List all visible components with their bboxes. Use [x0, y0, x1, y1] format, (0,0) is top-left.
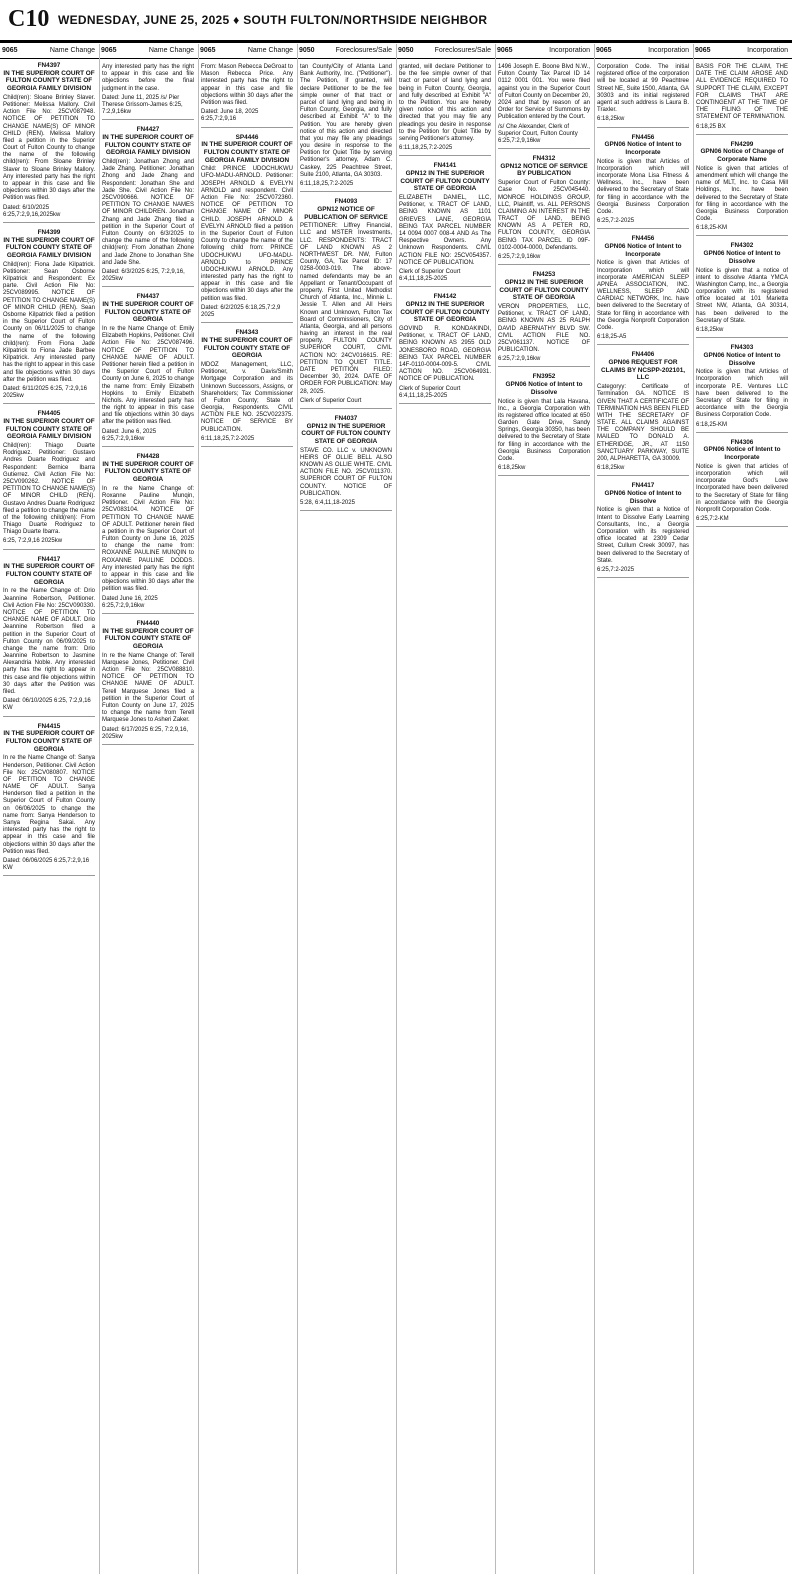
notice-divider — [399, 286, 491, 287]
legal-notice — [300, 64, 392, 192]
notice-heading: GPN12 IN THE SUPERIOR COURT OF FULTON COUNTY STATE OF GEORGIA — [301, 422, 391, 445]
legal-notice — [3, 62, 95, 223]
notice-body: Categoryy: Certificate of Termination GA. NOTICE IS GIVEN THAT A CERTIFICATE OF TERMINATION HAS BEEN FILED WITH THE SECRETARY OF STATE. ALL CLAIMS AGAINST THE COMPANY SHOULD BE MAILED TO DONALD A. ETHERIDGE, JR., AT 1150 SANCTUARY PARKWAY, SUITE 200, ALPHARETTA, GA 30009. — [597, 384, 689, 462]
legal-notice — [597, 351, 689, 476]
section-name: Incorporation — [747, 47, 788, 54]
notice-heading: IN THE SUPERIOR COURT OF FULTON COUNTY STATE OF GEORGIA FAMILY DIVISION — [102, 134, 194, 157]
notice-divider — [597, 228, 689, 229]
legal-notice — [696, 64, 788, 135]
column-divider — [396, 44, 397, 1574]
notice-divider — [597, 127, 689, 128]
notice-id: FN4253 — [532, 271, 556, 279]
notice-divider — [696, 337, 788, 338]
notice-signature: Dated: June 6, 2025 6:25,7:2,9,16kw — [102, 428, 157, 442]
notice-signature: 6:25, 7:2,9,16 2025kw — [3, 538, 63, 545]
notice-signature: 5:28, 6:4,11,18-2025 — [300, 500, 355, 506]
notice-divider — [696, 526, 788, 527]
legal-notice — [498, 271, 590, 367]
notice-id: SP4446 — [235, 133, 259, 141]
notice-column — [498, 62, 590, 1574]
section-name: Incorporation — [648, 47, 689, 54]
notice-id: FN4141 — [433, 162, 457, 170]
column-divider — [495, 44, 496, 1574]
legal-notice — [498, 155, 590, 265]
notice-signature: Dated: 06/10/2025 6:25, 7:2,9,16 KW — [3, 698, 91, 712]
notice-heading: IN THE SUPERIOR COURT OF FULTON COUNTY STATE OF GEORGIA — [3, 730, 95, 753]
notice-body: Any interested party has the right to appear in this case and file objections before the final judgment in the case. — [102, 64, 194, 92]
notice-signature: Dated: 06/06/2025 6:25,7:2,9,16 KW — [3, 857, 90, 872]
notice-id: FN4037 — [334, 414, 358, 422]
notice-divider — [201, 446, 293, 447]
legal-notice — [399, 293, 491, 404]
notice-divider — [3, 403, 95, 404]
legal-notice — [3, 723, 95, 877]
notice-signature: Dated: 6/11/2025 6:25, 7:2,9,16 2025kw — [3, 385, 87, 400]
notice-id: FN4397 — [37, 62, 61, 69]
notice-id: FN4343 — [235, 329, 259, 337]
notice-body: Notice is given that Lala Havana, Inc., a Georgia Corporation with its registered office located at 650 Garden Gate Drive, Sandy Springs, Georgia 30350, has been delivered to the Secretary of State for filing in accordance with the Georgia Business Corporation Code. — [498, 398, 590, 462]
notice-divider — [498, 264, 590, 265]
legal-notice — [3, 556, 95, 717]
section-code: 9065 — [200, 47, 216, 54]
notice-divider — [696, 235, 788, 236]
notice-divider — [498, 366, 590, 367]
legal-notice — [102, 126, 194, 287]
notice-signature: 6:18,25kw — [696, 327, 724, 333]
legal-notice — [102, 453, 194, 614]
legal-notice — [399, 64, 491, 156]
section-code: 9065 — [101, 47, 117, 54]
notice-signature: Dated: June 11, 2025 /s/ Pier Therese Grissom-James 6:25, 7:2,9,16kw — [102, 94, 183, 116]
notice-body: 1496 Joseph E. Boone Blvd N.W., Fulton County Tax Parcel ID 14 0112 0001 001. You were filed against you in the Superior Court of Fulton County on December 20, 2024 and that by reason of an Order for Service of Summons by Publication entered by the Court. — [498, 64, 590, 121]
column-divider — [198, 44, 199, 1574]
notice-body: Notice is given that Articles of Incorporation which will incorporate P.E. Ventures LLC have been delivered to the Secretary of State for filing in accordance with the Georgia Business Corporation Code. — [696, 369, 788, 419]
notice-divider — [3, 875, 95, 876]
notice-id: FN4440 — [136, 619, 160, 627]
notice-divider — [3, 716, 95, 717]
column-divider — [693, 44, 694, 1574]
notice-signature: Dated: 6/2/2025 6:18,25,7:2,9 2025 — [201, 304, 281, 318]
notice-signature: Dated: 6/3/2025 6:25, 7:2,9,16, 2025kw — [102, 268, 185, 283]
notice-body: Notice is given that Articles of Incorporation which will incorporate AMERICAN SLEEP APNEA ASSOCIATION, INC. WELLNESS, SLEEP AND CARDIAC NETWORK, Inc. have been delivered to the Secretary of State for filing in accordance with the Georgia Nonprofit Corporation Code. — [597, 260, 689, 331]
notice-column — [201, 62, 293, 1574]
notice-id: FN4456 — [631, 235, 655, 243]
legal-notice — [597, 64, 689, 128]
legal-notice — [3, 229, 95, 404]
notice-id: FN4437 — [136, 293, 160, 301]
notice-body: In re the Name Change of: Sanya Henderson, Petitioner. Civil Action File No: 25CV080807. NOTICE OF PETITION TO CHANGE NAME OF ADULT. Sanya Henderson filed a petition in the Superior Court of Fulton County on 06/06/2025 to change the name from: Sanya Henderson to Sanya Regina Sakai. Any interested party has the right to appear in this case and file objections within 30 days after the Petition was filed. — [3, 755, 95, 855]
legal-notice — [201, 64, 293, 128]
notice-body: Notice is given that a Notice of Intent to Dissolve Early Learning Consultants, Inc., a Georgia Corporation with its registered office located at 2309 Cedar Street, Cullum Creek 30097, has been delivered to the Secretary of State. — [597, 507, 689, 564]
notice-signature: 6:18,25kw — [597, 465, 625, 472]
notice-signature: Dated June 16, 2025 6:25,7:2,9,16kw — [102, 595, 158, 609]
notice-heading: GPN06 Notice of Change of Corporate Name — [700, 148, 784, 164]
notice-body: In re the Name Change of: Roxanne Pauline Munqin, Petitioner. Civil Action File No: 25CV083104. NOTICE OF PETITION TO CHANGE NAME OF ADULT. Petitioner herein filed a petition in the Superior Court of Fulton County on June 16, 2025 to change the name from: ROXANNE PAULINE MUNQIN to ROXANNE PAULINE DODDS. Any interested party has the right to appear in this case and file objections within 30 days after the petition was filed. — [102, 485, 194, 593]
notice-id: FN4302 — [730, 242, 754, 250]
notice-signature: 6:25,7:2,9,16kw — [498, 254, 541, 260]
notice-heading: IN THE SUPERIOR COURT OF FULTON COUNTY STATE OF GEORGIA — [102, 627, 194, 650]
legal-notice — [597, 482, 689, 578]
section-code: 9050 — [299, 47, 315, 54]
notice-body: Notice is given that a notice of intent to dissolve Atlanta YMCA Washington Camp, Inc., a Georgia corporation with its registered office located at 101 Marietta Street NW, Atlanta, GA 30314, has been delivered to the Secretary of State. — [696, 267, 788, 324]
notice-body: Child(ren): Jonathan Zhong and Jade Zhang. Petitioner: Jonathan Zhong and Jade Zhang and Respondent: Jonathan She and Jade She. Civil Action File No: 25CV090666. NOTICE OF PETITION TO CHANGE NAMES OF MINOR CHILDREN. Jonathan Zhang and Jade Zhang filed a petition in the Superior Court of Fulton County on 6/3/2025 to change the name of the following child(ren): From Jonathan Zhone and Jade Zhone to Jonathan She and Jade She. — [102, 159, 194, 266]
section-name: Name Change — [247, 47, 293, 54]
notice-heading: GPN06 Notice of Intent to Dissolve — [703, 351, 781, 367]
page-number: C10 — [8, 6, 50, 32]
notice-id: FN4142 — [433, 293, 457, 301]
notice-body: PETITIONER: Liffrey Financial, LLC and MSTER Investments, LLC. RESPONDENTS: TRACT OF LAND KNOWN AS 2 NORTHWEST DR. NW, Fulton County, GA, Tax Parcel ID: 17 0258-0003-019. The above-named defendants may be an Appellant or Tenant/Occupant of property. First United Methodist Church of Atlanta, Inc., Minnie L. Jessie T. Allen and All Heirs Known and Unknown, Fulton Tax Board of Commissioners, City of Atlanta, Georgia, and all persons having an interest in the real property. FULTON COUNTY SUPERIOR COURT, CIVIL ACTION NO: 24CV016615. RE: PETITION TO QUIET TITLE. DATE PETITION FILED: December 30, 2024. DATE OF ORDER FOR PUBLICATION: May 28, 2025. — [300, 223, 392, 395]
notice-signature: 6:11,18,25,7:2-2025 — [201, 435, 255, 442]
notice-signature: 6:18,25kw — [597, 116, 625, 123]
legal-notice — [597, 134, 689, 230]
notice-body: Child: PRINCE UDOCHUKWU UFO-MADU-ARNOLD. Petitioner: JOSEPH ARNOLD & EVELYN ARNOLD and respondent. Civil Action File No: 25CV072360. NOTICE OF PETITION TO CHANGE NAME OF MINOR CHILD. JOSEPH ARNOLD & EVELYN ARNOLD filed a petition in the Superior Court of Fulton County to change the name of the following child from: PRINCE UDOCHUKWU UFO-MADU-ARNOLD to PRINCE UDOCHUKWU ARNOLD. Any interested party has the right to appear in this case and file objections within 30 days after the petition was filed. — [201, 166, 293, 302]
notice-signature: 6:18,25-KM — [696, 225, 728, 232]
notice-divider — [696, 134, 788, 135]
notice-signature: Dated: June 18, 2025 6:25,7:2,9,16 — [201, 109, 259, 123]
notice-body: granted, will declare Petitioner to be the fee simple owner of that tract or parcel of land lying and being in Fulton County, Georgia, and fully described at Exhibit "A" to the Petition. You are hereby given notice of this action and directed that you may file any pleadings you desire in response to the Petition for Quiet Title by serving Petitioner's attorney. — [399, 64, 491, 142]
notice-body: VERON PROPERTIES, LLC, Petitioner, v. TRACT OF LAND, BEING KNOWN AS 25 RALPH DAVID ABERNATHY BLVD SW. CIVIL ACTION FILE NO. 25CV061137. NOTICE OF PUBLICATION. — [498, 303, 590, 354]
notice-column — [696, 62, 788, 1574]
legal-notice — [102, 64, 194, 120]
column-divider — [297, 44, 298, 1574]
notice-id: FN4306 — [730, 438, 754, 446]
notice-signature: 6:25,7:2-KM — [696, 516, 729, 523]
notice-id: FN4303 — [730, 344, 754, 352]
notice-divider — [201, 127, 293, 128]
legal-notice — [300, 415, 392, 511]
notice-divider — [3, 549, 95, 550]
notice-id: FN4405 — [37, 410, 61, 418]
section-code: 9065 — [497, 47, 513, 54]
legal-notice — [102, 620, 194, 745]
notice-heading: GPN06 Notice of Intent to Incorporate — [703, 446, 781, 462]
legal-notice — [201, 329, 293, 447]
date-line: WEDNESDAY, JUNE 25, 2025 ♦ SOUTH FULTON/NORTHSIDE NEIGHBOR — [58, 13, 488, 27]
page-header — [0, 0, 792, 43]
notice-column — [3, 62, 95, 1574]
notice-column — [102, 62, 194, 1574]
legal-notice — [102, 293, 194, 447]
section-name: Foreclosures/Sale — [335, 47, 392, 54]
notice-heading: GPN06 Notice of Intent to Incorporate — [604, 141, 682, 156]
section-name: Name Change — [49, 47, 95, 54]
section-name: Name Change — [148, 47, 194, 54]
column-divider — [594, 44, 595, 1574]
section-name: Foreclosures/Sale — [434, 47, 491, 54]
section-code: 9050 — [398, 47, 414, 54]
notice-heading: GPN06 Notice of Intent to Dissolve — [505, 381, 583, 396]
notice-heading: GPN06 REQUEST FOR CLAIMS BY NCSPP-202101, LLC — [600, 359, 686, 382]
notice-heading: GPN12 NOTICE OF SERVICE BY PUBLICATION — [500, 162, 588, 178]
notice-divider — [102, 446, 194, 447]
notice-divider — [300, 510, 392, 511]
notice-divider — [498, 475, 590, 476]
legal-notice — [300, 198, 392, 409]
notice-divider — [399, 155, 491, 156]
notice-divider — [597, 475, 689, 476]
legal-notice — [696, 141, 788, 237]
notice-heading: GPN06 Notice of Intent to Incorporate — [604, 242, 682, 258]
notice-body: Superior Court of Fulton County: Case No. 25CV045440. MONROE HOLDINGS GROUP, LLC, Plaintiff, vs. ALL PERSONS CLAIMING AN INTEREST IN THE TRACT OF LAND, BEING KNOWN AS A PETER RD, FULTON COUNTY, GEORGIA BEING TAX PARCEL ID 09F-0102-0004-0000, Defendants. — [498, 180, 590, 251]
notice-id: FN3952 — [532, 373, 556, 381]
notice-heading: IN THE SUPERIOR COURT OF FULTON COUNTY STATE OF GEORGIA — [201, 336, 293, 360]
notice-column — [399, 62, 491, 1574]
notice-column — [300, 62, 392, 1574]
notice-signature: 6:11,18,25,7:2-2025 — [399, 145, 453, 152]
notice-divider — [102, 744, 194, 745]
notice-signature: 6:25,7:2-2025 — [597, 218, 635, 225]
notice-signature: Dated: 6/17/2025 6:25, 7:2,9,16, 2025kw — [102, 726, 189, 740]
section-code: 9065 — [596, 47, 612, 54]
notice-body: MDOZ Management, LLC, Petitioner, v. Davis/Smith Mortgage Corporation and its Unknown Successors, Assigns, or Shareholders; Tax Commissioner of Fulton County; State of Georgia, Respondents. CIVIL ACTION FILE NO. 25CV022375. NOTICE OF SERVICE BY PUBLICATION. — [201, 361, 293, 433]
notice-body: Child(ren): Fiona Jade Kilpatrick. Petitioner: Sean Osborne Kilpatrick and Respondent: Ex parte. Civil Action File No: 25CV089995. NOTICE OF PETITION TO CHANGE NAME(S) OF MINOR CHILD (REN). Sean Osborne Kilpatrick filed a petition in the Superior Court of Fulton County on 06/11/2025 to change the name of the following child(ren): From Fiona Jade Kilpatrick to Fiona Jade Barbee Kilpatrick. Any interested party has the right to appear in this case and file objections within 30 days after the petition was filed. — [3, 261, 95, 383]
notice-id: FN4417 — [37, 555, 61, 563]
section-code: 9065 — [695, 47, 711, 54]
notice-body: In re the Name Change of: Drio Jeannine Robertson, Petitioner. Civil Action File No: 25CV090330. NOTICE OF PETITION TO CHANGE NAME OF ADULT. Drio Jeannine Robertson filed a petition in the Superior Court of Fulton County on 06/09/2025 to change the name from: Drio Jeannine Robertson to Jasmine Alexandria Noble. Any interested party has the right to appear in this case and file objections within 30 days after the Petition was filed. — [3, 588, 95, 695]
notice-id: FN4456 — [631, 133, 655, 141]
notice-signature: Clerk of Superior Court 6:4,11,18,25-2025 — [399, 268, 461, 283]
notice-signature: 6:18,25kw — [498, 465, 526, 472]
notice-heading: IN THE SUPERIOR COURT OF FULTON COUNTY STATE OF GEORGIA FAMILY DIVISION — [3, 417, 95, 441]
notice-id: FN4312 — [532, 155, 556, 163]
notice-heading: GPN12 NOTICE OF PUBLICATION OF SERVICE — [304, 205, 388, 221]
notice-body: Notice is given that articles of incorporation which will incorporate God's Love Incorporated have been delivered to the Secretary of State for filing in accordance with the Georgia Nonprofit Corporation Code. — [696, 463, 788, 513]
notice-divider — [498, 148, 590, 149]
notice-body: Corporation Code. The initial registered office of the corporation will be located at 99 Peachtree Street NE, Suite 1500, Atlanta, GA 30303 and its initial registered agent at such address is Laura B. Traxler. — [597, 64, 689, 114]
notice-body: Child(ren): Thiago Duarte Rodriguez. Petitioner: Gustavo Andres Duarte Rodriguez and Respondent: Bernice Ibarra Gutierrez. Civil Action File No: 25CV090262. NOTICE OF PETITION TO CHANGE NAME(S) OF MINOR CHILD (REN). Gustavo Andres Duarte Rodriguez filed a petition to change the name of the following child(ren): From Thiago Duarte Rodriguez to Thiago Duarte Ibarra. — [3, 443, 95, 536]
legal-notice — [498, 373, 590, 476]
notice-body: Notice is given that articles of amendment which will change the name of MLT, Inc. to Casa Mill Holdings, Inc. have been delivered to the Secretary of State for filing in accordance with the Georgia Business Corporation Code. — [696, 165, 788, 223]
column-divider — [99, 44, 100, 1574]
notice-id: FN4093 — [334, 198, 358, 206]
legal-notice — [696, 242, 788, 338]
legal-notice — [201, 134, 293, 324]
notice-id: FN4415 — [37, 722, 61, 730]
legal-notice — [498, 64, 590, 149]
notice-heading: GPN06 Notice of Intent to Dissolve — [703, 250, 781, 265]
notice-divider — [300, 408, 392, 409]
notice-body: STAVE CO. LLC v. UNKNOWN HEIRS OF OLLIE BELL ALSO KNOWN AS OLLIE WHITE. CIVIL ACTION FILE NO. 25CV011370. SUPERIOR COURT OF FULTON COUNTY. NOTICE OF PUBLICATION. — [300, 447, 392, 497]
notice-id: FN4406 — [631, 351, 655, 359]
notice-signature: Dated: 6/10/2025 6:25,7:2,9,16,2025kw — [3, 204, 61, 218]
notice-divider — [597, 344, 689, 345]
notice-heading: GPN12 IN THE SUPERIOR COURT OF FULTON COUNTY STATE OF GEORGIA — [499, 278, 589, 302]
notice-signature: 6:18,25 BX — [696, 123, 726, 130]
notice-body: tan County/City of Atlanta Land Bank Authority, Inc. ("Petitioner"). The Petition, if granted, will declare Petitioner to be the fee simple owner of that tract or parcel of land lying and being in Fulton County, Georgia, and fully described at Exhibit "A" to the Petition. You are hereby given notice of this action and directed that you may file any pleadings you desire in response to the Petition for Quiet Title by serving Petitioner's attorney, Adam C. Caskey, 225 Peachtree Street, Suite 2100, Atlanta, GA 30303. — [300, 64, 392, 178]
notice-divider — [201, 322, 293, 323]
legal-notice — [696, 439, 788, 528]
section-name: Incorporation — [549, 47, 590, 54]
notice-heading: IN THE SUPERIOR COURT OF FULTON COUNTY STATE OF GEORGIA — [102, 300, 194, 324]
notice-divider — [300, 191, 392, 192]
notice-heading: GPN12 IN THE SUPERIOR COURT OF FULTON COUNTY STATE OF GEORGIA — [400, 300, 490, 324]
section-code: 9065 — [2, 47, 18, 54]
notice-body: GOVIND R. KONDAKINDI, Petitioner, v. TRACT OF LAND, BEING KNOWN AS 2955 OLD JONESBORO ROAD, GEORGIA BEING TAX PARCEL NUMBER 14F-0110-0004-009-5. CIVIL ACTION NO. 25CV064931. NOTICE OF PUBLICATION. — [399, 326, 491, 383]
notice-divider — [3, 222, 95, 223]
notice-body: From: Mason Rebecca DeGroat to Mason Rebecca Price. Any interested party has the right to appear in this case and file objections within 30 days after the Petition was filed. — [201, 64, 293, 106]
notice-body: In re the Name Change of: Emily Elizabeth Hopkins, Petitioner. Civil Action File No: 25CV087496. NOTICE OF PETITION TO CHANGE NAME OF ADULT. Petitioner herein filed a petition in the Superior Court of Fulton County on June 6, 2025 to change the name from: Emily Elizabeth Hopkins to Emily Elizabeth Nichols. Any interested party has the right to appear in this case and file objections within 30 days after the petition was filed. — [102, 326, 194, 426]
legal-notice — [696, 344, 788, 433]
notice-signature: 6:25,7:2-2025 — [597, 566, 635, 573]
notice-heading: IN THE SUPERIOR COURT OF FULTON COUNTY STATE OF GEORGIA FAMILY DIVISION — [3, 236, 95, 259]
legal-notice — [3, 410, 95, 549]
notice-heading: IN THE SUPERIOR COURT OF FULTON COUNTY STATE OF GEORGIA — [3, 563, 95, 586]
notice-signature: 6:25,7:2,9,16kw — [498, 356, 541, 363]
legal-notice — [399, 162, 491, 287]
notice-signature: Clerk of Superior Court — [300, 397, 362, 404]
notice-body: Child(ren): Sloane Brinley Slaver. Petitioner: Melissa Mallory. Civil Action File No: 25CV087948. NOTICE OF PETITION TO CHANGE NAME(S) OF MINOR CHILD (REN). Melissa Mallory filed a petition in the Superior Court of Fulton County to change the name of the following child(ren): From Sloane Brinley Slaver to Sloane Brinley Mallory. Any interested party has the right to appear in this case and file objections within 30 days after the Petition was filed. — [3, 94, 95, 202]
notice-body: ELIZABETH DANIEL, LLC, Petitioner, v. TRACT OF LAND, BEING KNOWN AS 1101 GRIEVES LANE, GEORGIA BEING TAX PARCEL NUMBER 14 0094 0007 008-4 AND As The Respective Owners. Any Unknown Respondents. CIVIL ACTION FILE NO: 25CV054357. NOTICE OF PUBLICATION. — [399, 195, 491, 266]
notice-column — [597, 62, 689, 1574]
notice-signature: 6:11,18,25,7:2-2025 — [300, 181, 354, 187]
notice-signature: 6:18,25-A5 — [597, 334, 627, 341]
notice-id: FN4427 — [136, 126, 160, 134]
notice-divider — [102, 286, 194, 287]
notice-heading: IN THE SUPERIOR COURT OF FULTON COUNTY STATE OF GEORGIA FAMILY DIVISION — [3, 69, 95, 93]
notice-divider — [399, 403, 491, 404]
notice-signature: /s/ Che Alexander, Clerk of Superior Court, Fulton County 6:25,7:2,9,16kw — [498, 123, 578, 144]
notice-id: FN4299 — [730, 140, 754, 148]
notice-divider — [597, 577, 689, 578]
notice-id: FN4399 — [37, 228, 61, 236]
notice-heading: GPN12 IN THE SUPERIOR COURT OF FULTON COUNTY STATE OF GEORGIA — [400, 169, 490, 193]
notice-id: FN4428 — [136, 453, 160, 460]
notice-signature: Clerk of Superior Court 6:4,11,18,25-2025 — [399, 385, 461, 399]
notice-heading: GPN06 Notice of Intent to Dissolve — [604, 490, 682, 505]
notice-divider — [102, 613, 194, 614]
legal-notice — [597, 235, 689, 345]
notice-divider — [102, 119, 194, 120]
notice-body: BASIS FOR THE CLAIM, THE DATE THE CLAIM AROSE AND ALL EVIDENCE REQUIRED TO SUPPORT THE CLAIM, EXCEPT FOR CLAIMS THAT ARE CONTINGENT AT THE TIME OF THE FILING OF THE STATEMENT OF TERMINATION. — [696, 64, 788, 121]
notice-heading: IN THE SUPERIOR COURT OF FULTON COUNTY STATE OF GEORGIA FAMILY DIVISION — [201, 141, 293, 164]
notice-heading: IN THE SUPERIOR COURT OF FULTON COUNTY STATE OF GEORGIA — [102, 460, 194, 484]
notice-divider — [696, 432, 788, 433]
notice-id: FN4417 — [631, 482, 655, 490]
notice-body: In re the Name Change of: Terell Marquese Jones, Petitioner. Civil Action File No: 25CV088810. NOTICE OF PETITION TO CHANGE NAME OF ADULT. Terell Marquese Jones filed a petition in the Superior Court of Fulton County on June 17, 2025 to change the name from Terell Marquese Jones to Asheri Zaker. — [102, 652, 194, 724]
notice-signature: 6:18,25-KM — [696, 421, 728, 428]
notice-body: Notice is given that Articles of Incorporation which will incorporate Mona Lisa Fitness & Wellness, Inc., have been delivered to the Secretary of State for filing in accordance with the Georgia Business Corporation Code. — [597, 158, 689, 215]
